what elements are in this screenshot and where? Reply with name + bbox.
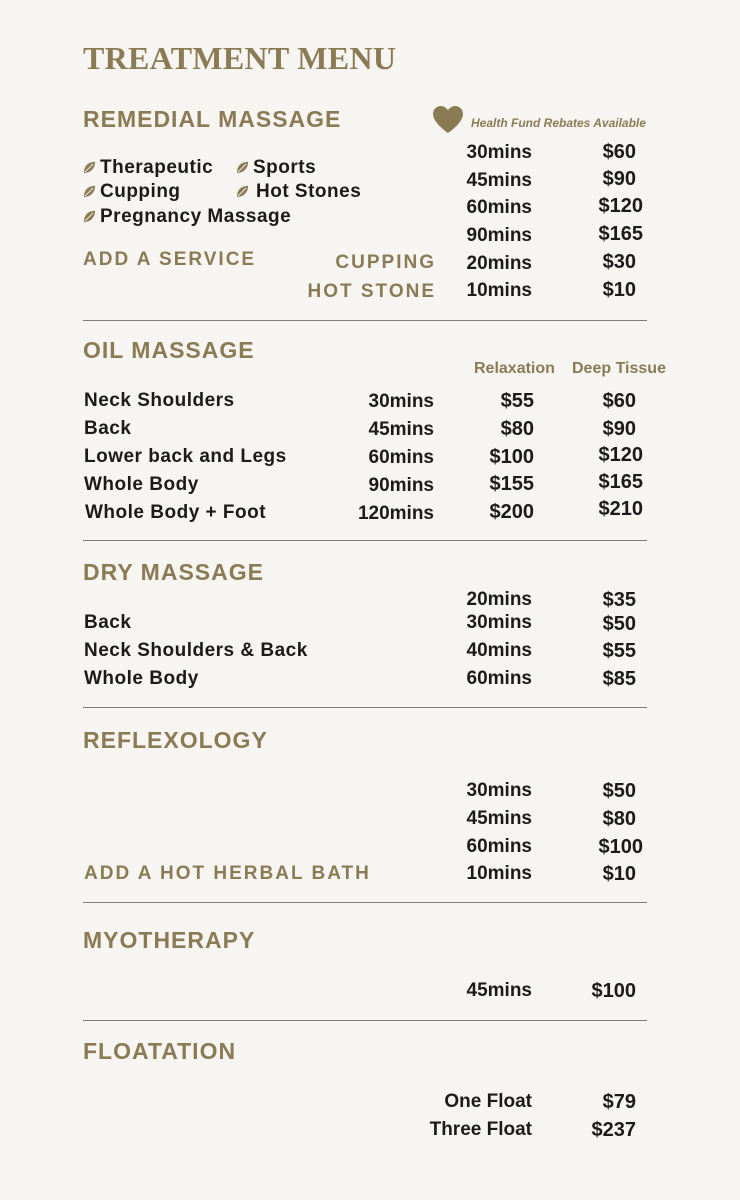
treatment-name: Whole Body [84, 474, 199, 495]
duration: 10mins [466, 863, 532, 884]
treatment-type: Therapeutic [83, 157, 213, 179]
leaf-icon [83, 185, 96, 198]
section-heading-reflexology: REFLEXOLOGY [83, 727, 268, 753]
leaf-icon [236, 161, 249, 174]
duration: 10mins [466, 280, 532, 301]
price: $35 [602, 589, 636, 611]
section-heading-myotherapy: MYOTHERAPY [83, 927, 256, 953]
treatment-name: Neck Shoulders & Back [84, 640, 308, 661]
section-heading-oil: OIL MASSAGE [83, 337, 255, 363]
duration: 60mins [466, 197, 532, 218]
addon-name: HOT STONE [307, 281, 436, 302]
price-deep-tissue: $165 [598, 471, 643, 493]
duration: 30mins [368, 391, 434, 412]
float-option-name: Three Float [429, 1119, 532, 1140]
price: $60 [602, 141, 636, 163]
divider [83, 707, 647, 708]
divider [83, 540, 647, 541]
treatment-name: Neck Shoulders [84, 390, 235, 411]
duration: 30mins [466, 780, 532, 801]
price: $80 [602, 808, 636, 830]
leaf-icon [83, 210, 96, 223]
column-header-relaxation: Relaxation [474, 360, 555, 377]
treatment-type: Pregnancy Massage [83, 206, 291, 228]
price-relaxation: $200 [489, 501, 534, 523]
price: $79 [602, 1091, 636, 1113]
treatment-name: Back [84, 612, 132, 633]
treatment-type: Hot Stones [236, 181, 361, 203]
price-relaxation: $155 [489, 473, 534, 495]
price: $237 [591, 1119, 636, 1141]
add-service-label: ADD A SERVICE [83, 249, 257, 270]
price: $10 [602, 279, 636, 301]
duration: 45mins [466, 808, 532, 829]
duration: 60mins [466, 836, 532, 857]
float-option-name: One Float [444, 1091, 532, 1112]
price-deep-tissue: $120 [598, 444, 643, 466]
duration: 45mins [466, 980, 532, 1001]
price-deep-tissue: $210 [598, 498, 643, 520]
duration: 30mins [466, 142, 532, 163]
divider [83, 320, 647, 321]
price: $50 [602, 780, 636, 802]
treatment-type: Sports [236, 157, 316, 179]
duration: 60mins [368, 447, 434, 468]
treatment-name: Back [84, 418, 132, 439]
divider [83, 1020, 647, 1021]
price: $85 [602, 668, 636, 690]
price-relaxation: $55 [500, 390, 534, 412]
price: $50 [602, 613, 636, 635]
duration: 120mins [357, 503, 434, 524]
duration: 45mins [466, 170, 532, 191]
divider [83, 902, 647, 903]
duration: 40mins [466, 640, 532, 661]
price: $55 [602, 640, 636, 662]
price: $120 [598, 195, 643, 217]
treatment-type: Cupping [83, 181, 181, 203]
price-deep-tissue: $90 [602, 418, 636, 440]
column-header-deep-tissue: Deep Tissue [572, 360, 666, 377]
duration: 20mins [466, 253, 532, 274]
page-title: TREATMENT MENU [83, 40, 397, 76]
rebate-note: Health Fund Rebates Available [471, 116, 646, 130]
price: $10 [602, 863, 636, 885]
leaf-icon [83, 161, 96, 174]
price: $165 [598, 223, 643, 245]
price: $100 [598, 836, 643, 858]
section-heading-dry: DRY MASSAGE [83, 559, 264, 585]
heart-icon [432, 106, 464, 134]
duration: 90mins [368, 475, 434, 496]
addon-name: CUPPING [335, 252, 436, 273]
duration: 60mins [466, 668, 532, 689]
duration: 90mins [466, 225, 532, 246]
price-deep-tissue: $60 [602, 390, 636, 412]
treatment-name: Whole Body + Foot [85, 502, 267, 523]
duration: 20mins [466, 589, 532, 610]
duration: 30mins [466, 612, 532, 633]
price-relaxation: $100 [489, 446, 534, 468]
price: $100 [591, 980, 636, 1002]
add-herbal-bath-label: ADD A HOT HERBAL BATH [84, 863, 371, 884]
section-heading-remedial: REMEDIAL MASSAGE [83, 106, 342, 132]
treatment-name: Whole Body [84, 668, 199, 689]
price: $30 [602, 251, 636, 273]
treatment-name: Lower back and Legs [84, 446, 287, 467]
price-relaxation: $80 [500, 418, 534, 440]
section-heading-floatation: FLOATATION [83, 1038, 237, 1064]
price: $90 [602, 168, 636, 190]
leaf-icon [236, 185, 249, 198]
duration: 45mins [368, 419, 434, 440]
